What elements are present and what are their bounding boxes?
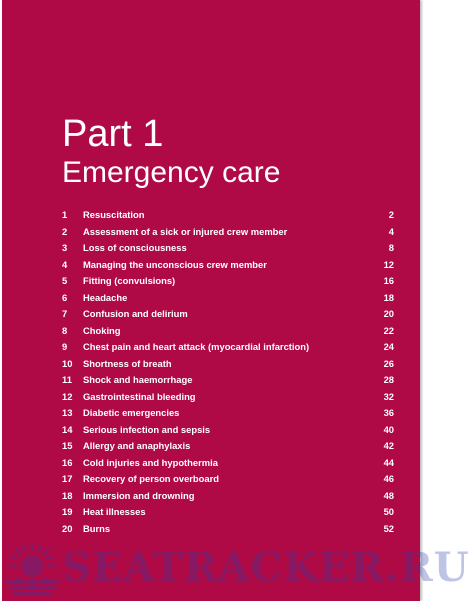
toc-entry-number: 9 [62,341,68,352]
toc-entry-page: 20 [383,308,394,319]
toc-entry-page: 24 [383,341,394,352]
toc-entry-number: 16 [62,456,73,468]
toc-entry [62,389,394,406]
toc-entry-title: Resuscitation [83,209,145,220]
toc-entry-title: Diabetic emergencies [83,407,180,418]
toc-entry-page: 22 [383,324,394,336]
part-title: Part 1 [62,113,164,155]
toc-entry-title: Shock and haemorrhage [83,374,193,385]
toc-entry-page: 50 [383,506,394,517]
toc-entry-page: 42 [383,440,394,451]
toc-entry [62,438,394,455]
toc-entry-title: Gastrointestinal bleeding [83,390,196,402]
toc-entry-page: 32 [383,390,394,402]
toc-entry [62,224,394,241]
toc-entry [62,257,394,274]
toc-entry [62,455,394,472]
toc-entry [62,504,394,521]
toc-entry [62,471,394,488]
toc-entry-title: Cold injuries and hypothermia [83,456,218,468]
toc-entry-title: Immersion and drowning [83,489,195,501]
toc-entry-number: 4 [62,258,68,270]
toc-entry-number: 20 [62,522,73,534]
toc-entry-number: 7 [62,308,68,319]
toc-entry-number: 10 [62,357,73,369]
toc-entry [62,422,394,439]
toc-entry-number: 19 [62,506,73,517]
toc-entry [62,405,394,422]
toc-entry-page: 40 [383,423,394,435]
toc-entry [62,521,394,538]
toc-entry-page: 4 [388,225,394,237]
chapter-cover-panel [2,0,420,601]
toc-entry-page: 2 [388,209,394,220]
toc-entry-page: 48 [383,489,394,501]
toc-entry-page: 26 [383,357,394,369]
toc-entry-number: 15 [62,440,73,451]
toc-entry-number: 3 [62,242,68,253]
toc-entry-title: Confusion and delirium [83,308,188,319]
toc-entry-title: Shortness of breath [83,357,172,369]
toc-entry-title: Loss of consciousness [83,242,187,253]
toc-entry-title: Headache [83,291,128,303]
toc-entry-page: 46 [383,473,394,484]
toc-entry-title: Allergy and anaphylaxis [83,440,191,451]
watermark-text: SEATRACKER.RU [62,544,470,591]
toc-entry-title: Burns [83,522,111,534]
toc-entry-number: 18 [62,489,73,501]
toc-entry-number: 14 [62,423,73,435]
toc-entry [62,323,394,340]
toc-entry-page: 16 [383,275,394,286]
toc-entry [62,290,394,307]
toc-entry-title: Fitting (convulsions) [83,275,176,286]
toc-entry [62,356,394,373]
toc-entry-title: Choking [83,324,121,336]
toc-entry-number: 5 [62,275,68,286]
toc-entry [62,372,394,389]
toc-entry-title: Managing the unconscious crew member [83,258,267,270]
toc-entry-page: 12 [383,258,394,270]
toc-entry-number: 6 [62,291,68,303]
toc-entry [62,240,394,257]
toc-entry [62,273,394,290]
toc-entry [62,488,394,505]
toc-entry-number: 8 [62,324,68,336]
table-of-contents [62,207,394,537]
toc-entry-title: Assessment of a sick or injured crew member [83,225,288,237]
toc-entry-page: 52 [383,522,394,534]
toc-entry-page: 18 [383,291,394,303]
toc-entry-page: 44 [383,456,394,468]
toc-entry-number: 17 [62,473,73,484]
toc-entry-number: 2 [62,225,68,237]
toc-entry-page: 8 [388,242,394,253]
toc-entry-title: Chest pain and heart attack (myocardial infarction) [83,341,310,352]
toc-entry [62,207,394,224]
toc-entry-title: Serious infection and sepsis [83,423,211,435]
part-subtitle: Emergency care [62,156,281,189]
toc-entry-page: 28 [383,374,394,385]
toc-entry [62,339,394,356]
toc-entry-number: 1 [62,209,68,220]
toc-entry-number: 11 [62,374,72,385]
toc-entry-page: 36 [383,407,394,418]
toc-entry-title: Recovery of person overboard [83,473,219,484]
toc-entry-number: 13 [62,407,73,418]
toc-entry-number: 12 [62,390,73,402]
toc-entry-title: Heat illnesses [83,506,146,517]
toc-entry [62,306,394,323]
